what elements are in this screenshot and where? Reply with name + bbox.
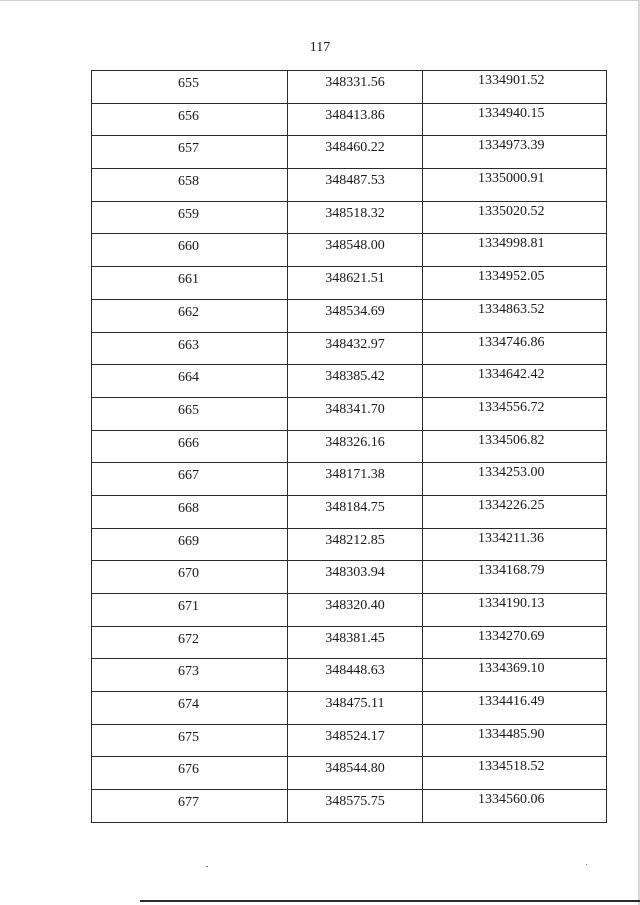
point-id-cell: 662	[92, 299, 288, 332]
point-id-cell: 675	[92, 724, 288, 757]
y-coordinate-cell: 1334556.72	[423, 397, 607, 430]
y-coordinate-cell: 1334518.52	[423, 757, 607, 790]
x-coordinate-cell: 348548.00	[288, 234, 423, 267]
point-id-cell: 659	[92, 201, 288, 234]
point-id-cell: 658	[92, 169, 288, 202]
x-coordinate-cell: 348518.32	[288, 201, 423, 234]
x-coordinate-cell: 348544.80	[288, 757, 423, 790]
y-coordinate-cell: 1334506.82	[423, 430, 607, 463]
x-coordinate-cell: 348475.11	[288, 692, 423, 725]
y-coordinate-cell: 1334270.69	[423, 626, 607, 659]
x-coordinate-cell: 348487.53	[288, 169, 423, 202]
point-id-cell: 666	[92, 430, 288, 463]
page-number: 117	[309, 40, 331, 55]
x-coordinate-cell: 348320.40	[288, 594, 423, 627]
coordinates-table	[91, 70, 607, 823]
table-row	[92, 757, 607, 790]
point-id-cell: 672	[92, 626, 288, 659]
table-row	[92, 169, 607, 202]
y-coordinate-cell: 1334485.90	[423, 724, 607, 757]
x-coordinate-cell: 348413.86	[288, 103, 423, 136]
table-row	[92, 299, 607, 332]
y-coordinate-cell: 1334952.05	[423, 267, 607, 300]
point-id-cell: 655	[92, 71, 288, 104]
y-coordinate-cell: 1334973.39	[423, 136, 607, 169]
y-coordinate-cell: 1334998.81	[423, 234, 607, 267]
y-coordinate-cell: 1334863.52	[423, 299, 607, 332]
y-coordinate-cell: 1335020.52	[423, 201, 607, 234]
point-id-cell: 677	[92, 790, 288, 823]
scan-speck	[206, 866, 208, 867]
point-id-cell: 661	[92, 267, 288, 300]
x-coordinate-cell: 348184.75	[288, 495, 423, 528]
table-row	[92, 103, 607, 136]
table-row	[92, 659, 607, 692]
table-row	[92, 136, 607, 169]
x-coordinate-cell: 348381.45	[288, 626, 423, 659]
page-bottom-edge	[140, 900, 640, 902]
table-row	[92, 724, 607, 757]
point-id-cell: 669	[92, 528, 288, 561]
x-coordinate-cell: 348621.51	[288, 267, 423, 300]
point-id-cell: 660	[92, 234, 288, 267]
table-row	[92, 626, 607, 659]
y-coordinate-cell: 1334746.86	[423, 332, 607, 365]
y-coordinate-cell: 1334940.15	[423, 103, 607, 136]
point-id-cell: 663	[92, 332, 288, 365]
point-id-cell: 665	[92, 397, 288, 430]
table-row	[92, 463, 607, 496]
table-row	[92, 267, 607, 300]
y-coordinate-cell: 1334190.13	[423, 594, 607, 627]
table-row	[92, 594, 607, 627]
x-coordinate-cell: 348460.22	[288, 136, 423, 169]
point-id-cell: 656	[92, 103, 288, 136]
point-id-cell: 670	[92, 561, 288, 594]
y-coordinate-cell: 1335000.91	[423, 169, 607, 202]
table-row	[92, 790, 607, 823]
point-id-cell: 657	[92, 136, 288, 169]
y-coordinate-cell: 1334168.79	[423, 561, 607, 594]
y-coordinate-cell: 1334416.49	[423, 692, 607, 725]
table-row	[92, 71, 607, 104]
table-row	[92, 561, 607, 594]
y-coordinate-cell: 1334253.00	[423, 463, 607, 496]
x-coordinate-cell: 348171.38	[288, 463, 423, 496]
y-coordinate-cell: 1334901.52	[423, 71, 607, 104]
x-coordinate-cell: 348303.94	[288, 561, 423, 594]
point-id-cell: 668	[92, 495, 288, 528]
point-id-cell: 667	[92, 463, 288, 496]
y-coordinate-cell: 1334642.42	[423, 365, 607, 398]
point-id-cell: 673	[92, 659, 288, 692]
x-coordinate-cell: 348385.42	[288, 365, 423, 398]
table-row	[92, 365, 607, 398]
table-row	[92, 692, 607, 725]
table-row	[92, 495, 607, 528]
table-row	[92, 332, 607, 365]
point-id-cell: 671	[92, 594, 288, 627]
x-coordinate-cell: 348212.85	[288, 528, 423, 561]
x-coordinate-cell: 348341.70	[288, 397, 423, 430]
x-coordinate-cell: 348575.75	[288, 790, 423, 823]
coordinates-table-body	[92, 71, 607, 823]
page-top-edge	[0, 0, 640, 1]
y-coordinate-cell: 1334211.36	[423, 528, 607, 561]
x-coordinate-cell: 348432.97	[288, 332, 423, 365]
point-id-cell: 674	[92, 692, 288, 725]
point-id-cell: 676	[92, 757, 288, 790]
y-coordinate-cell: 1334560.06	[423, 790, 607, 823]
table-row	[92, 430, 607, 463]
x-coordinate-cell: 348534.69	[288, 299, 423, 332]
y-coordinate-cell: 1334369.10	[423, 659, 607, 692]
x-coordinate-cell: 348331.56	[288, 71, 423, 104]
y-coordinate-cell: 1334226.25	[423, 495, 607, 528]
scan-speck	[586, 864, 587, 865]
x-coordinate-cell: 348326.16	[288, 430, 423, 463]
point-id-cell: 664	[92, 365, 288, 398]
table-row	[92, 397, 607, 430]
x-coordinate-cell: 348524.17	[288, 724, 423, 757]
table-row	[92, 528, 607, 561]
x-coordinate-cell: 348448.63	[288, 659, 423, 692]
table-row	[92, 201, 607, 234]
table-row	[92, 234, 607, 267]
